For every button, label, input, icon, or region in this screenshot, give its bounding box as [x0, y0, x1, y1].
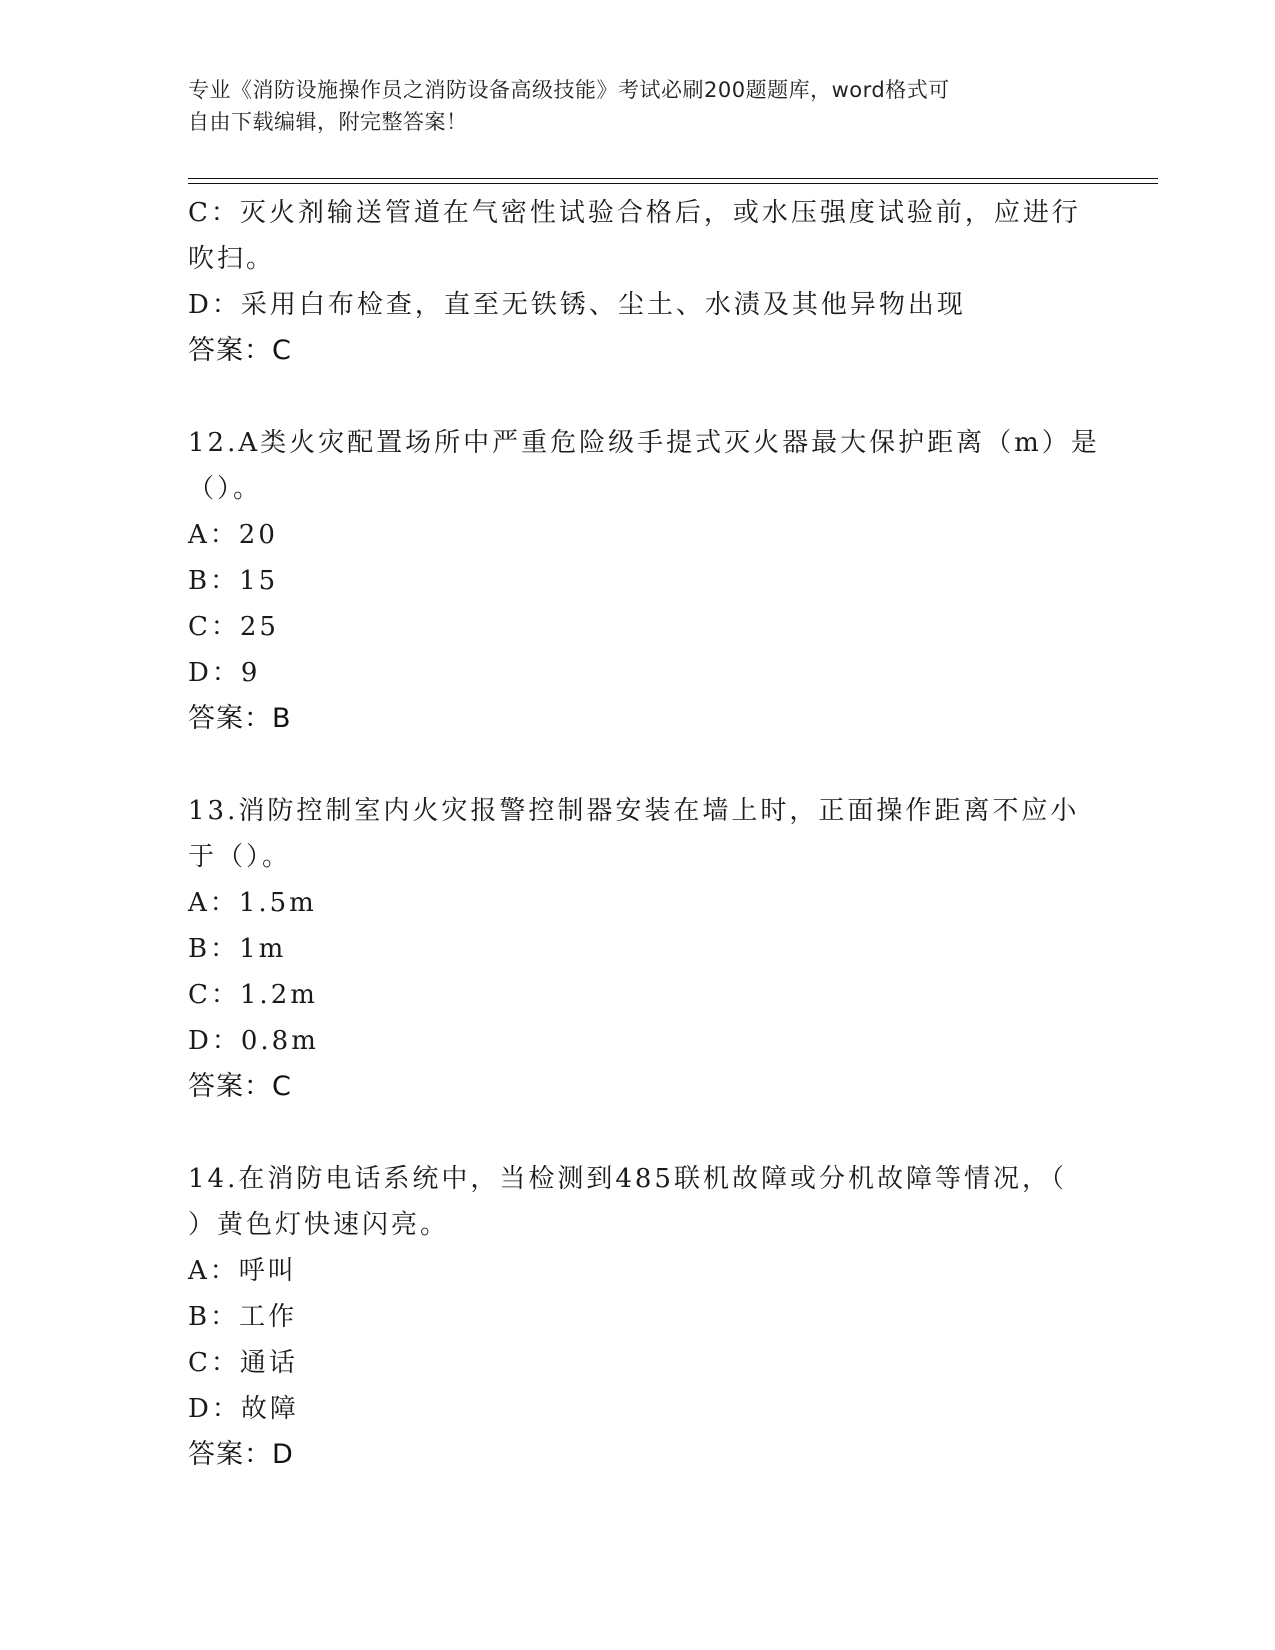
option-d: D：0.8m [188, 1026, 319, 1056]
header-rule-bottom [188, 183, 1158, 184]
answer-label: 答案：C [188, 335, 292, 366]
option-d: D：故障 [188, 1394, 299, 1424]
option-c: C：灭火剂输送管道在气密性试验合格后，或水压强度试验前，应进行 [188, 198, 1081, 228]
answer-label: 答案：C [188, 1071, 292, 1102]
spacer [188, 1110, 1088, 1156]
question-list [188, 190, 1100, 1478]
question-stem: 12.A类火灾配置场所中严重危险级手提式灭火器最大保护距离（m）是 [188, 428, 1100, 458]
document-header [188, 74, 1068, 138]
option-b: B：工作 [188, 1302, 298, 1332]
option-c: C：25 [188, 612, 279, 642]
question-stem-continued: （）。 [188, 474, 263, 504]
question-block-14 [188, 1156, 1088, 1478]
question-block-11 [188, 190, 1088, 374]
header-rule-top [188, 178, 1158, 179]
answer-label: 答案：B [188, 703, 292, 734]
answer-label: 答案：D [188, 1439, 294, 1470]
option-b: B：1m [188, 934, 287, 964]
option-a: A：1.5m [188, 888, 317, 918]
spacer [188, 374, 1088, 420]
question-stem: 13.消防控制室内火灾报警控制器安装在墙上时，正面操作距离不应小 [188, 796, 1080, 826]
question-block-13 [188, 788, 1088, 1110]
question-stem-continued: ）黄色灯快速闪亮。 [188, 1210, 450, 1240]
spacer [188, 742, 1088, 788]
header-line-1: 专业《消防设施操作员之消防设备高级技能》考试必刷200题题库，word格式可 [188, 78, 950, 102]
question-stem-continued: 于（）。 [188, 842, 292, 872]
option-c: C：通话 [188, 1348, 298, 1378]
option-a: A：20 [188, 520, 278, 550]
option-d: D：9 [188, 658, 261, 688]
question-block-12 [188, 420, 1100, 742]
option-b: B：15 [188, 566, 279, 596]
header-line-2: 自由下载编辑，附完整答案！ [188, 110, 468, 134]
option-a: A：呼叫 [188, 1256, 297, 1286]
question-stem: 14.在消防电话系统中，当检测到485联机故障或分机故障等情况，（ [188, 1164, 1067, 1194]
option-c: C：1.2m [188, 980, 318, 1010]
option-d: D：采用白布检查，直至无铁锈、尘土、水渍及其他异物出现 [188, 290, 966, 320]
option-c-continued: 吹扫。 [188, 244, 276, 274]
